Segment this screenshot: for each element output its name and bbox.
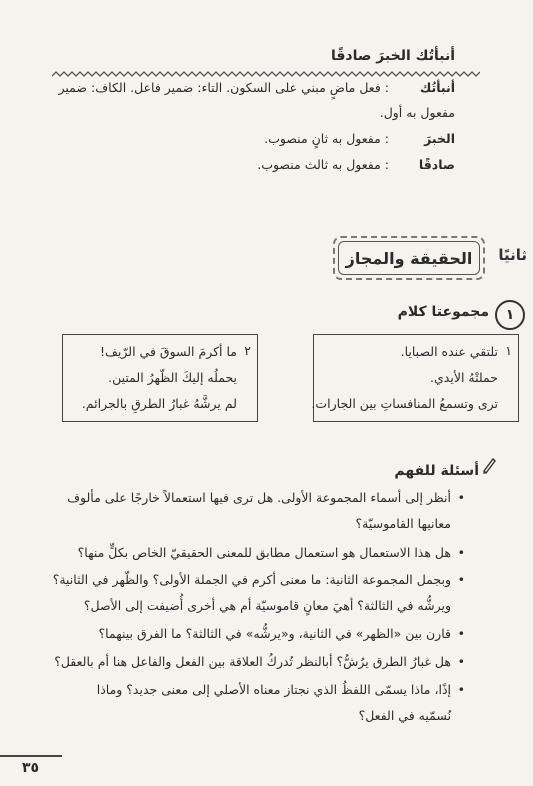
box-line: لم يرشَّهُ غبارُ الطرقِ بالجرائم. xyxy=(81,396,237,411)
bullet-icon: • xyxy=(457,572,465,587)
parse-desc: مفعول به ثالث منصوب. xyxy=(257,157,381,172)
bullet-icon: • xyxy=(457,654,465,669)
parse-row-cont xyxy=(380,105,455,120)
example-box-2 xyxy=(62,334,258,422)
question-line: إذًا، ماذا يسمّى اللفظُ الذي نجتاز معناه الأصلي إلى معنى جديد؟ وماذا xyxy=(96,682,451,697)
bullet-icon: • xyxy=(457,626,465,641)
question-line: أنظر إلى أسماء المجموعة الأولى. هل ترى فيها استعمالاً خارجًا على مألوف xyxy=(67,490,451,505)
question-line: هل هذا الاستعمال هو استعمال مطابق للمعنى الحقيقيّ الخاص بكلٍّ منها؟ xyxy=(77,545,451,560)
question-item xyxy=(52,572,465,587)
pencil-icon xyxy=(481,456,497,474)
box-line: تلتقي عنده الصبايا. xyxy=(400,344,498,359)
footer-rule xyxy=(0,755,62,757)
box-line: ما أكرمَ السوقَ في الرّيف! xyxy=(99,344,237,359)
question-item xyxy=(77,545,465,560)
box-number: ٢ xyxy=(244,343,251,358)
parse-sep: : xyxy=(384,80,390,95)
box-line: حملتْهُ الأيدي. xyxy=(430,370,498,385)
question-item xyxy=(96,682,465,697)
question-item xyxy=(67,490,465,505)
section-number: ثانيًا xyxy=(498,246,527,264)
question-line: هل غبارُ الطرق يرُشُّ؟ أبالنظر تُدركُ العلاقة بين الفعل والفاعل هنا أم بالعقل؟ xyxy=(54,654,451,669)
question-line-cont: نُسمّيه في الفعل؟ xyxy=(358,708,451,723)
box-line: ترى وتسمعُ المنافساتِ بين الجارات. xyxy=(311,396,498,411)
example-box-1 xyxy=(313,334,519,422)
parse-desc: مفعول به ثانٍ منصوب. xyxy=(264,131,381,146)
parse-word: صادقًا xyxy=(418,157,455,172)
box-line: يحملُه إليكَ الظّهرُ المتين. xyxy=(108,370,237,385)
parse-desc-cont: مفعول به أول. xyxy=(379,105,455,120)
parse-sep: : xyxy=(384,131,390,146)
questions-title: أسئلة للفهم xyxy=(394,463,479,479)
box-number: ١ xyxy=(505,343,512,358)
page-number: ٣٥ xyxy=(22,760,40,776)
bullet-icon: • xyxy=(457,545,465,560)
section-title-frame xyxy=(333,236,485,280)
parse-row xyxy=(59,80,455,95)
parse-heading: أنبأتُك الخبرَ صادقًا xyxy=(330,48,455,64)
question-line-cont: معانيها القاموسيّة؟ xyxy=(355,516,451,531)
parse-word: أنبأتُك xyxy=(419,80,455,95)
question-line-cont: ويرشُّه في الثالثة؟ أهيَ معانٍ قاموسيّة أم هي أخرى أُضيفت إلى الأصل؟ xyxy=(83,598,451,613)
group-title: مجموعتا كلام xyxy=(397,304,489,320)
section-title: الحقيقة والمجاز xyxy=(338,241,480,275)
bullet-icon: • xyxy=(457,682,465,697)
question-line: وبجمل المجموعة الثانية: ما معنى أكرم في الجملة الأولى؟ والظّهر في الثانية؟ xyxy=(52,572,451,587)
parse-word: الخبرَ xyxy=(424,131,455,146)
question-item xyxy=(54,654,465,669)
bullet-icon: • xyxy=(457,490,465,505)
parse-sep: : xyxy=(384,157,390,172)
question-item xyxy=(98,626,465,641)
question-line: قارن بين «الظهر» في الثانية، و«يرشُّه» في الثالثة؟ ما الفرق بينهما؟ xyxy=(98,626,451,641)
group-number: ١ xyxy=(495,300,525,330)
zigzag-divider xyxy=(52,70,480,78)
parse-row xyxy=(264,131,455,146)
parse-desc: فعل ماضٍ مبني على السكون. التاء: ضمير فاعل. الكاف: ضمير xyxy=(58,80,381,95)
parse-row xyxy=(257,157,455,172)
